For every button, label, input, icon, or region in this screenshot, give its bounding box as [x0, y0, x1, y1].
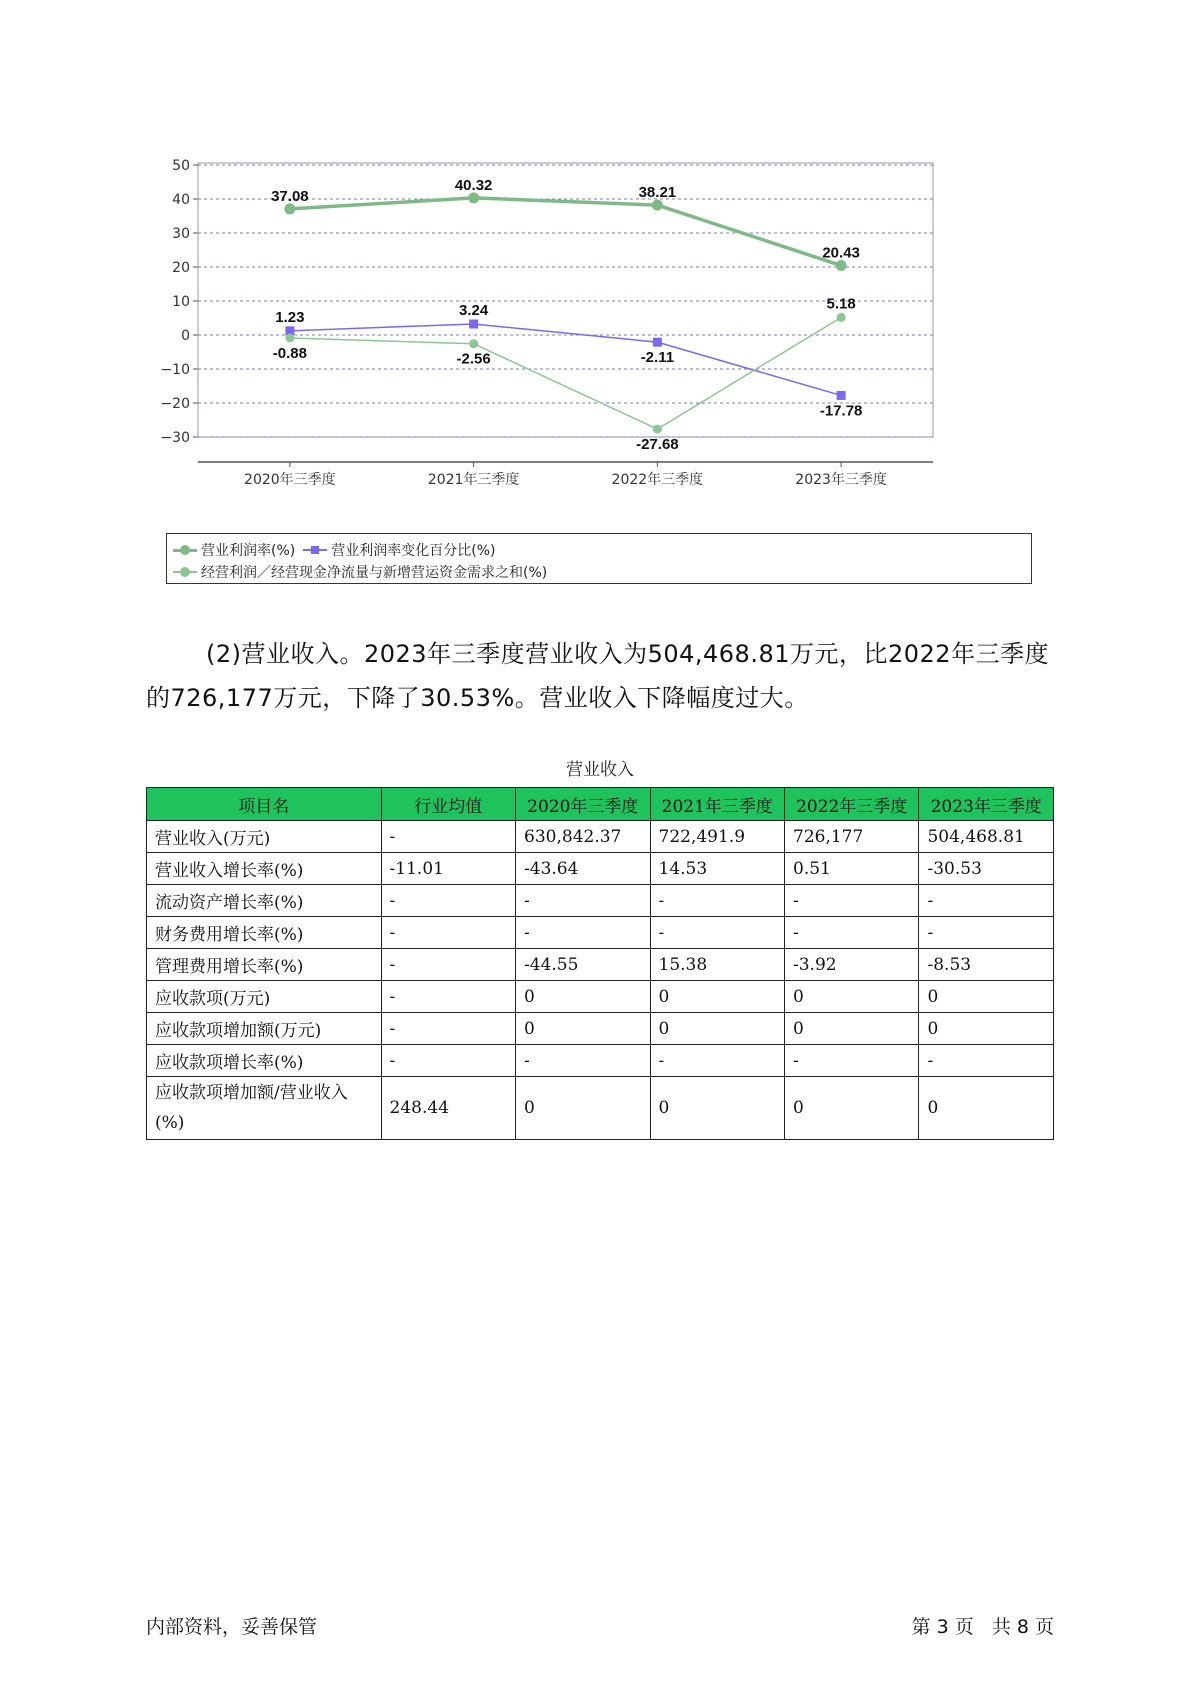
data-point [836, 260, 847, 271]
table-cell: 726,177 [785, 821, 919, 853]
table-cell: 0 [516, 1077, 650, 1140]
table-cell: -3.92 [785, 949, 919, 981]
table-cell: - [919, 917, 1054, 949]
table-cell: 应收款项增加额/营业收入(%) [147, 1077, 382, 1140]
table-cell: 0 [516, 1013, 650, 1045]
data-point [284, 203, 295, 214]
footer-page-number: 第 3 页 共 8 页 [911, 1616, 1054, 1638]
legend-label: 经营利润／经营现金净流量与新增营运资金需求之和(%) [201, 565, 548, 581]
y-tick-label: 50 [172, 158, 190, 174]
table-cell: - [516, 1045, 650, 1077]
y-tick-label: 40 [172, 192, 190, 208]
table-cell: 248.44 [381, 1077, 515, 1140]
table-cell: - [785, 917, 919, 949]
table-cell: 应收款项增长率(%) [147, 1045, 382, 1077]
data-label: 38.21 [638, 184, 677, 202]
data-label: -2.56 [456, 350, 491, 368]
table-cell: 0 [919, 1077, 1054, 1140]
legend-label: 营业利润率变化百分比(%) [331, 543, 496, 559]
header-cell: 项目名 [147, 788, 382, 821]
table-row [147, 821, 1054, 853]
data-point-square [653, 338, 662, 347]
data-point [469, 339, 478, 348]
table-cell: - [919, 885, 1054, 917]
table-cell: - [650, 885, 784, 917]
table-row [147, 885, 1054, 917]
table-cell: - [516, 917, 650, 949]
table-cell: - [919, 1045, 1054, 1077]
table-cell: - [381, 917, 515, 949]
table-cell: -8.53 [919, 949, 1054, 981]
header-cell: 2021年三季度 [650, 788, 784, 821]
y-tick-label: −30 [160, 430, 190, 446]
y-tick-label: 0 [181, 328, 190, 344]
x-tick-label: 2022年三季度 [611, 472, 704, 488]
legend-item-cashflow-ratio [173, 562, 547, 582]
table-cell: - [381, 1013, 515, 1045]
table-cell: -44.55 [516, 949, 650, 981]
table-cell: - [516, 885, 650, 917]
data-label: -27.68 [636, 436, 679, 454]
y-tick-label: 30 [172, 226, 190, 242]
table-cell: 0 [785, 981, 919, 1013]
table-cell: 0 [919, 1013, 1054, 1045]
legend-item-margin-change [303, 540, 495, 560]
y-tick-label: 10 [172, 294, 190, 310]
legend-item-operating-margin [173, 540, 295, 560]
table-cell: 630,842.37 [516, 821, 650, 853]
table-cell: - [650, 917, 784, 949]
table-cell: - [381, 1045, 515, 1077]
table-cell: 财务费用增长率(%) [147, 917, 382, 949]
data-label: -17.78 [819, 402, 863, 420]
paragraph-text: (2)营业收入。2023年三季度营业收入为504,468.81万元，比2022年三季度的726,177万元，下降了30.53%。营业收入下降幅度过大。 [146, 640, 1050, 712]
data-label: 37.08 [271, 187, 309, 205]
table-cell: 0.51 [785, 853, 919, 885]
table-row [147, 949, 1054, 981]
header-cell: 2020年三季度 [516, 788, 650, 821]
table-cell: 504,468.81 [919, 821, 1054, 853]
data-label: 40.32 [454, 176, 493, 194]
chart-legend [166, 533, 1032, 584]
data-point-square [837, 391, 846, 400]
data-label: 20.43 [822, 244, 860, 262]
x-tick-label: 2021年三季度 [427, 472, 520, 488]
data-point [468, 192, 479, 203]
data-point [285, 333, 294, 342]
table-cell: - [785, 885, 919, 917]
table-row [147, 917, 1054, 949]
x-tick-label: 2020年三季度 [244, 472, 336, 488]
data-point [653, 425, 662, 434]
table-row [147, 1045, 1054, 1077]
table-cell: -11.01 [381, 853, 515, 885]
table-cell: -43.64 [516, 853, 650, 885]
y-tick-label: 20 [172, 260, 190, 276]
table-cell: 0 [650, 1013, 784, 1045]
data-point-square [469, 319, 478, 328]
revenue-table [146, 787, 1054, 1140]
data-point [652, 200, 663, 211]
data-label: 1.23 [275, 308, 305, 326]
data-label: -2.11 [640, 349, 675, 367]
table-cell: 0 [785, 1077, 919, 1140]
table-row [147, 853, 1054, 885]
table-cell: - [381, 885, 515, 917]
table-row [147, 981, 1054, 1013]
line-chart [160, 158, 1033, 505]
table-cell: 营业收入(万元) [147, 821, 382, 853]
table-title: 营业收入 [566, 760, 634, 780]
paragraph [146, 632, 1056, 720]
table-header-row [147, 788, 1054, 821]
data-label: 5.18 [826, 295, 856, 313]
y-tick-label: −10 [160, 362, 190, 378]
table-cell: 应收款项(万元) [147, 981, 382, 1013]
header-cell: 2023年三季度 [919, 788, 1054, 821]
x-tick-label: 2023年三季度 [795, 472, 887, 488]
table-cell: 0 [650, 1077, 784, 1140]
footer-confidential: 内部资料，妥善保管 [146, 1616, 318, 1638]
table-cell: 14.53 [650, 853, 784, 885]
table-cell: 0 [785, 1013, 919, 1045]
table-cell: 应收款项增加额(万元) [147, 1013, 382, 1045]
data-label: -0.88 [272, 344, 307, 362]
header-cell: 2022年三季度 [785, 788, 919, 821]
table-cell: - [381, 949, 515, 981]
data-label: 3.24 [459, 301, 489, 319]
table-cell: -30.53 [919, 853, 1054, 885]
table-cell: 722,491.9 [650, 821, 784, 853]
table-cell: 流动资产增长率(%) [147, 885, 382, 917]
table-cell: - [785, 1045, 919, 1077]
table-cell: - [650, 1045, 784, 1077]
table-cell: 营业收入增长率(%) [147, 853, 382, 885]
table-row [147, 1013, 1054, 1045]
table-cell: 管理费用增长率(%) [147, 949, 382, 981]
table-cell: 0 [650, 981, 784, 1013]
table-cell: - [381, 821, 515, 853]
table-cell: - [381, 981, 515, 1013]
table-cell: 0 [919, 981, 1054, 1013]
y-tick-label: −20 [160, 396, 190, 412]
legend-label: 营业利润率(%) [201, 543, 296, 559]
header-cell: 行业均值 [381, 788, 515, 821]
data-point [837, 313, 846, 322]
table-cell: 0 [516, 981, 650, 1013]
table-row [147, 1077, 1054, 1140]
table-cell: 15.38 [650, 949, 784, 981]
